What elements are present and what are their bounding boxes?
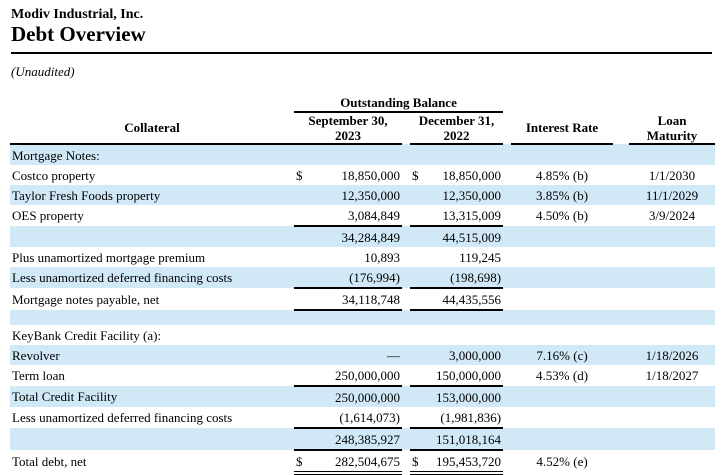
maturity-value [629, 407, 715, 428]
table-row [10, 288, 715, 310]
column-gap [613, 450, 629, 473]
column-gap [503, 144, 511, 165]
header-december-31-2022 [410, 112, 503, 144]
column-gap [402, 407, 410, 428]
header-maturity-line2: Maturity [646, 127, 698, 143]
table-row [10, 310, 715, 325]
row-label: OES property [12, 208, 84, 224]
table-row [10, 247, 715, 267]
table-row [10, 226, 715, 247]
column-gap [503, 247, 511, 267]
column-gap [613, 93, 629, 112]
interest-rate-value: 3.85% (b) [536, 187, 589, 203]
table-row [10, 365, 715, 386]
balance-dec-2022-value: (198,698) [426, 267, 503, 288]
table-row [10, 144, 715, 165]
dollar-sign-2023 [294, 345, 310, 365]
column-gap [503, 386, 511, 407]
section-spacer [10, 310, 715, 325]
column-gap [613, 345, 629, 365]
header-maturity-line1: Loan [657, 112, 687, 128]
column-gap [613, 185, 629, 205]
dollar-sign-2023: $ [294, 450, 310, 473]
column-gap [613, 226, 629, 247]
balance-sep-2023-value: (176,994) [310, 267, 402, 288]
column-gap [402, 450, 410, 473]
dollar-sign-2023 [294, 365, 310, 386]
balance-sep-2023-value: 12,350,000 [341, 187, 400, 203]
header-loan-maturity [629, 112, 715, 144]
row-label: Less unamortized deferred financing costs [12, 270, 233, 286]
interest-rate-value: 4.52% (e) [536, 454, 588, 470]
interest-rate-value: 4.53% (d) [536, 368, 589, 384]
table-row [10, 386, 715, 407]
maturity-value [629, 450, 715, 473]
column-gap [402, 386, 410, 407]
empty-header-cell [511, 93, 613, 112]
header-interest-rate: Interest Rate [511, 112, 613, 144]
table-row [10, 205, 715, 226]
balance-dec-2022-value: 151,018,164 [426, 428, 503, 450]
column-gap [503, 267, 511, 288]
table-row [10, 165, 715, 185]
balance-dec-2022-value: 13,315,009 [426, 205, 503, 226]
column-gap [503, 165, 511, 185]
row-label: Mortgage Notes: [12, 147, 100, 163]
column-gap [613, 386, 629, 407]
column-gap [402, 325, 410, 345]
row-label: Total debt, net [12, 454, 87, 470]
empty-header-cell [10, 93, 294, 112]
header-period2-line2: 2022 [443, 128, 470, 144]
maturity-value [629, 226, 715, 247]
column-gap [402, 428, 410, 450]
dollar-sign-2022 [410, 226, 426, 247]
maturity-value [629, 267, 715, 288]
balance-sep-2023-value: 282,504,675 [310, 450, 402, 473]
balance-dec-2022-value: 119,245 [459, 249, 502, 265]
interest-rate-value [511, 144, 613, 165]
balance-sep-2023-value: 3,084,849 [310, 205, 402, 226]
header-outstanding-balance: Outstanding Balance [294, 93, 503, 112]
column-gap [402, 247, 410, 267]
column-gap [402, 267, 410, 288]
column-gap [503, 407, 511, 428]
column-gap [402, 144, 410, 165]
interest-rate-value [511, 386, 613, 407]
interest-rate-value [511, 247, 613, 267]
dollar-sign-2022 [410, 345, 426, 365]
column-gap [613, 247, 629, 267]
row-label: Less unamortized deferred financing costs [12, 410, 233, 426]
balance-dec-2022-value: (1,981,836) [426, 407, 503, 428]
table-row [10, 428, 715, 450]
dollar-sign-2023 [294, 185, 310, 205]
dollar-sign-2023 [294, 407, 310, 428]
header-period1-line2: 2023 [335, 128, 361, 144]
column-gap [402, 165, 410, 185]
dollar-sign-2023 [294, 288, 310, 310]
dollar-sign-2022 [410, 144, 426, 165]
interest-rate-value [511, 226, 613, 247]
maturity-value: 11/1/2029 [645, 187, 699, 203]
maturity-value [629, 247, 715, 267]
maturity-value [629, 325, 715, 345]
debt-table [10, 93, 715, 475]
column-header-row [10, 112, 715, 144]
header-period1-line1: September 30, [308, 113, 388, 129]
dollar-sign-2023 [294, 205, 310, 226]
interest-rate-value [511, 407, 613, 428]
dollar-sign-2022: $ [412, 167, 419, 183]
balance-sep-2023-value: 248,385,927 [310, 428, 402, 450]
document-header [0, 0, 726, 80]
header-period2-line1: December 31, [418, 113, 495, 129]
balance-sep-2023-value: 10,893 [364, 249, 400, 265]
empty-header-cell [629, 93, 715, 112]
column-gap [503, 450, 511, 473]
column-gap [503, 205, 511, 226]
column-gap [613, 112, 629, 144]
debt-table-body [10, 144, 715, 473]
balance-dec-2022-value [426, 325, 503, 345]
column-gap [503, 428, 511, 450]
maturity-value: 1/18/2026 [645, 347, 699, 363]
dollar-sign-2022 [410, 428, 426, 450]
column-gap [613, 267, 629, 288]
row-label: Total Credit Facility [12, 389, 118, 405]
balance-dec-2022-value: 44,435,556 [426, 288, 503, 310]
column-gap [503, 93, 511, 112]
row-label: Plus unamortized mortgage premium [12, 249, 206, 265]
column-gap [402, 112, 410, 144]
column-gap [613, 205, 629, 226]
balance-dec-2022-value: 44,515,009 [442, 229, 502, 245]
column-gap [503, 226, 511, 247]
table-row [10, 325, 715, 345]
dollar-sign-2022 [410, 407, 426, 428]
column-gap [613, 288, 629, 310]
table-row [10, 407, 715, 428]
column-gap [402, 205, 410, 226]
dollar-sign-2023 [294, 226, 310, 247]
table-row [10, 267, 715, 288]
maturity-value: 1/1/2030 [648, 167, 696, 183]
unaudited-label: (Unaudited) [11, 64, 75, 80]
table-row [10, 185, 715, 205]
row-label: KeyBank Credit Facility (a): [12, 327, 162, 343]
row-label: Costco property [12, 167, 96, 183]
column-gap [613, 325, 629, 345]
dollar-sign-2023 [294, 247, 310, 267]
interest-rate-value: 4.50% (b) [536, 208, 589, 224]
column-gap [613, 165, 629, 185]
column-gap [613, 144, 629, 165]
interest-rate-value [511, 428, 613, 450]
column-gap [503, 325, 511, 345]
maturity-value [629, 288, 715, 310]
balance-dec-2022-value: 195,453,720 [426, 450, 503, 473]
row-label: Taylor Fresh Foods property [12, 187, 161, 203]
dollar-sign-2022 [410, 185, 426, 205]
column-gap [402, 365, 410, 386]
dollar-sign-2022 [410, 267, 426, 288]
company-name: Modiv Industrial, Inc. [11, 7, 144, 22]
dollar-sign-2022 [410, 325, 426, 345]
maturity-value: 1/18/2027 [645, 368, 699, 384]
balance-dec-2022-value: 3,000,000 [449, 347, 502, 363]
balance-sep-2023-value [310, 325, 402, 345]
dollar-sign-2023 [294, 325, 310, 345]
balance-sep-2023-value: 34,284,849 [341, 229, 400, 245]
interest-rate-value [511, 288, 613, 310]
table-row [10, 345, 715, 365]
column-gap [503, 112, 511, 144]
balance-dec-2022-value: 18,850,000 [442, 167, 502, 183]
dollar-sign-2023: $ [296, 167, 303, 183]
row-label: Mortgage notes payable, net [12, 291, 160, 307]
dollar-sign-2022 [410, 386, 426, 407]
table-row [10, 450, 715, 473]
maturity-value [629, 428, 715, 450]
column-gap [503, 345, 511, 365]
dollar-sign-2022: $ [410, 450, 426, 473]
column-gap [402, 185, 410, 205]
dollar-sign-2022 [410, 205, 426, 226]
row-label: Term loan [12, 368, 65, 384]
header-collateral: Collateral [10, 112, 294, 144]
row-label: Revolver [12, 347, 60, 363]
page-title: Debt Overview [11, 22, 146, 47]
balance-dec-2022-value: 153,000,000 [436, 389, 502, 405]
interest-rate-value: 7.16% (c) [536, 347, 588, 363]
column-gap [503, 288, 511, 310]
maturity-value [629, 144, 715, 165]
balance-group-header-row [10, 93, 715, 112]
column-gap [402, 226, 410, 247]
dollar-sign-2022 [410, 247, 426, 267]
column-gap [402, 345, 410, 365]
debt-table-head [10, 93, 715, 144]
interest-rate-value [511, 325, 613, 345]
balance-sep-2023-value: 34,118,748 [310, 288, 402, 310]
balance-sep-2023-value: 250,000,000 [335, 389, 400, 405]
dollar-sign-2023 [294, 144, 310, 165]
column-gap [503, 365, 511, 386]
balance-dec-2022-value [426, 144, 503, 165]
dollar-sign-2023 [294, 428, 310, 450]
header-september-30-2023 [294, 112, 402, 144]
dollar-sign-2022 [410, 288, 426, 310]
balance-dec-2022-value: 12,350,000 [442, 187, 502, 203]
column-gap [613, 407, 629, 428]
interest-rate-value: 4.85% (b) [536, 167, 589, 183]
dollar-sign-2022 [410, 365, 426, 386]
title-rule [11, 52, 712, 54]
row-label [10, 428, 294, 450]
balance-sep-2023-value: (1,614,073) [310, 407, 402, 428]
balance-sep-2023-value: 250,000,000 [310, 365, 402, 386]
dollar-sign-2023 [294, 267, 310, 288]
column-gap [613, 428, 629, 450]
maturity-value [629, 386, 715, 407]
balance-sep-2023-value [310, 144, 402, 165]
column-gap [503, 185, 511, 205]
column-gap [613, 365, 629, 386]
column-gap [402, 288, 410, 310]
row-label [10, 226, 294, 247]
maturity-value: 3/9/2024 [648, 208, 696, 224]
balance-sep-2023-value: — [387, 347, 400, 363]
balance-dec-2022-value: 150,000,000 [426, 365, 503, 386]
dollar-sign-2023 [294, 386, 310, 407]
balance-sep-2023-value: 18,850,000 [341, 167, 400, 183]
interest-rate-value [511, 267, 613, 288]
